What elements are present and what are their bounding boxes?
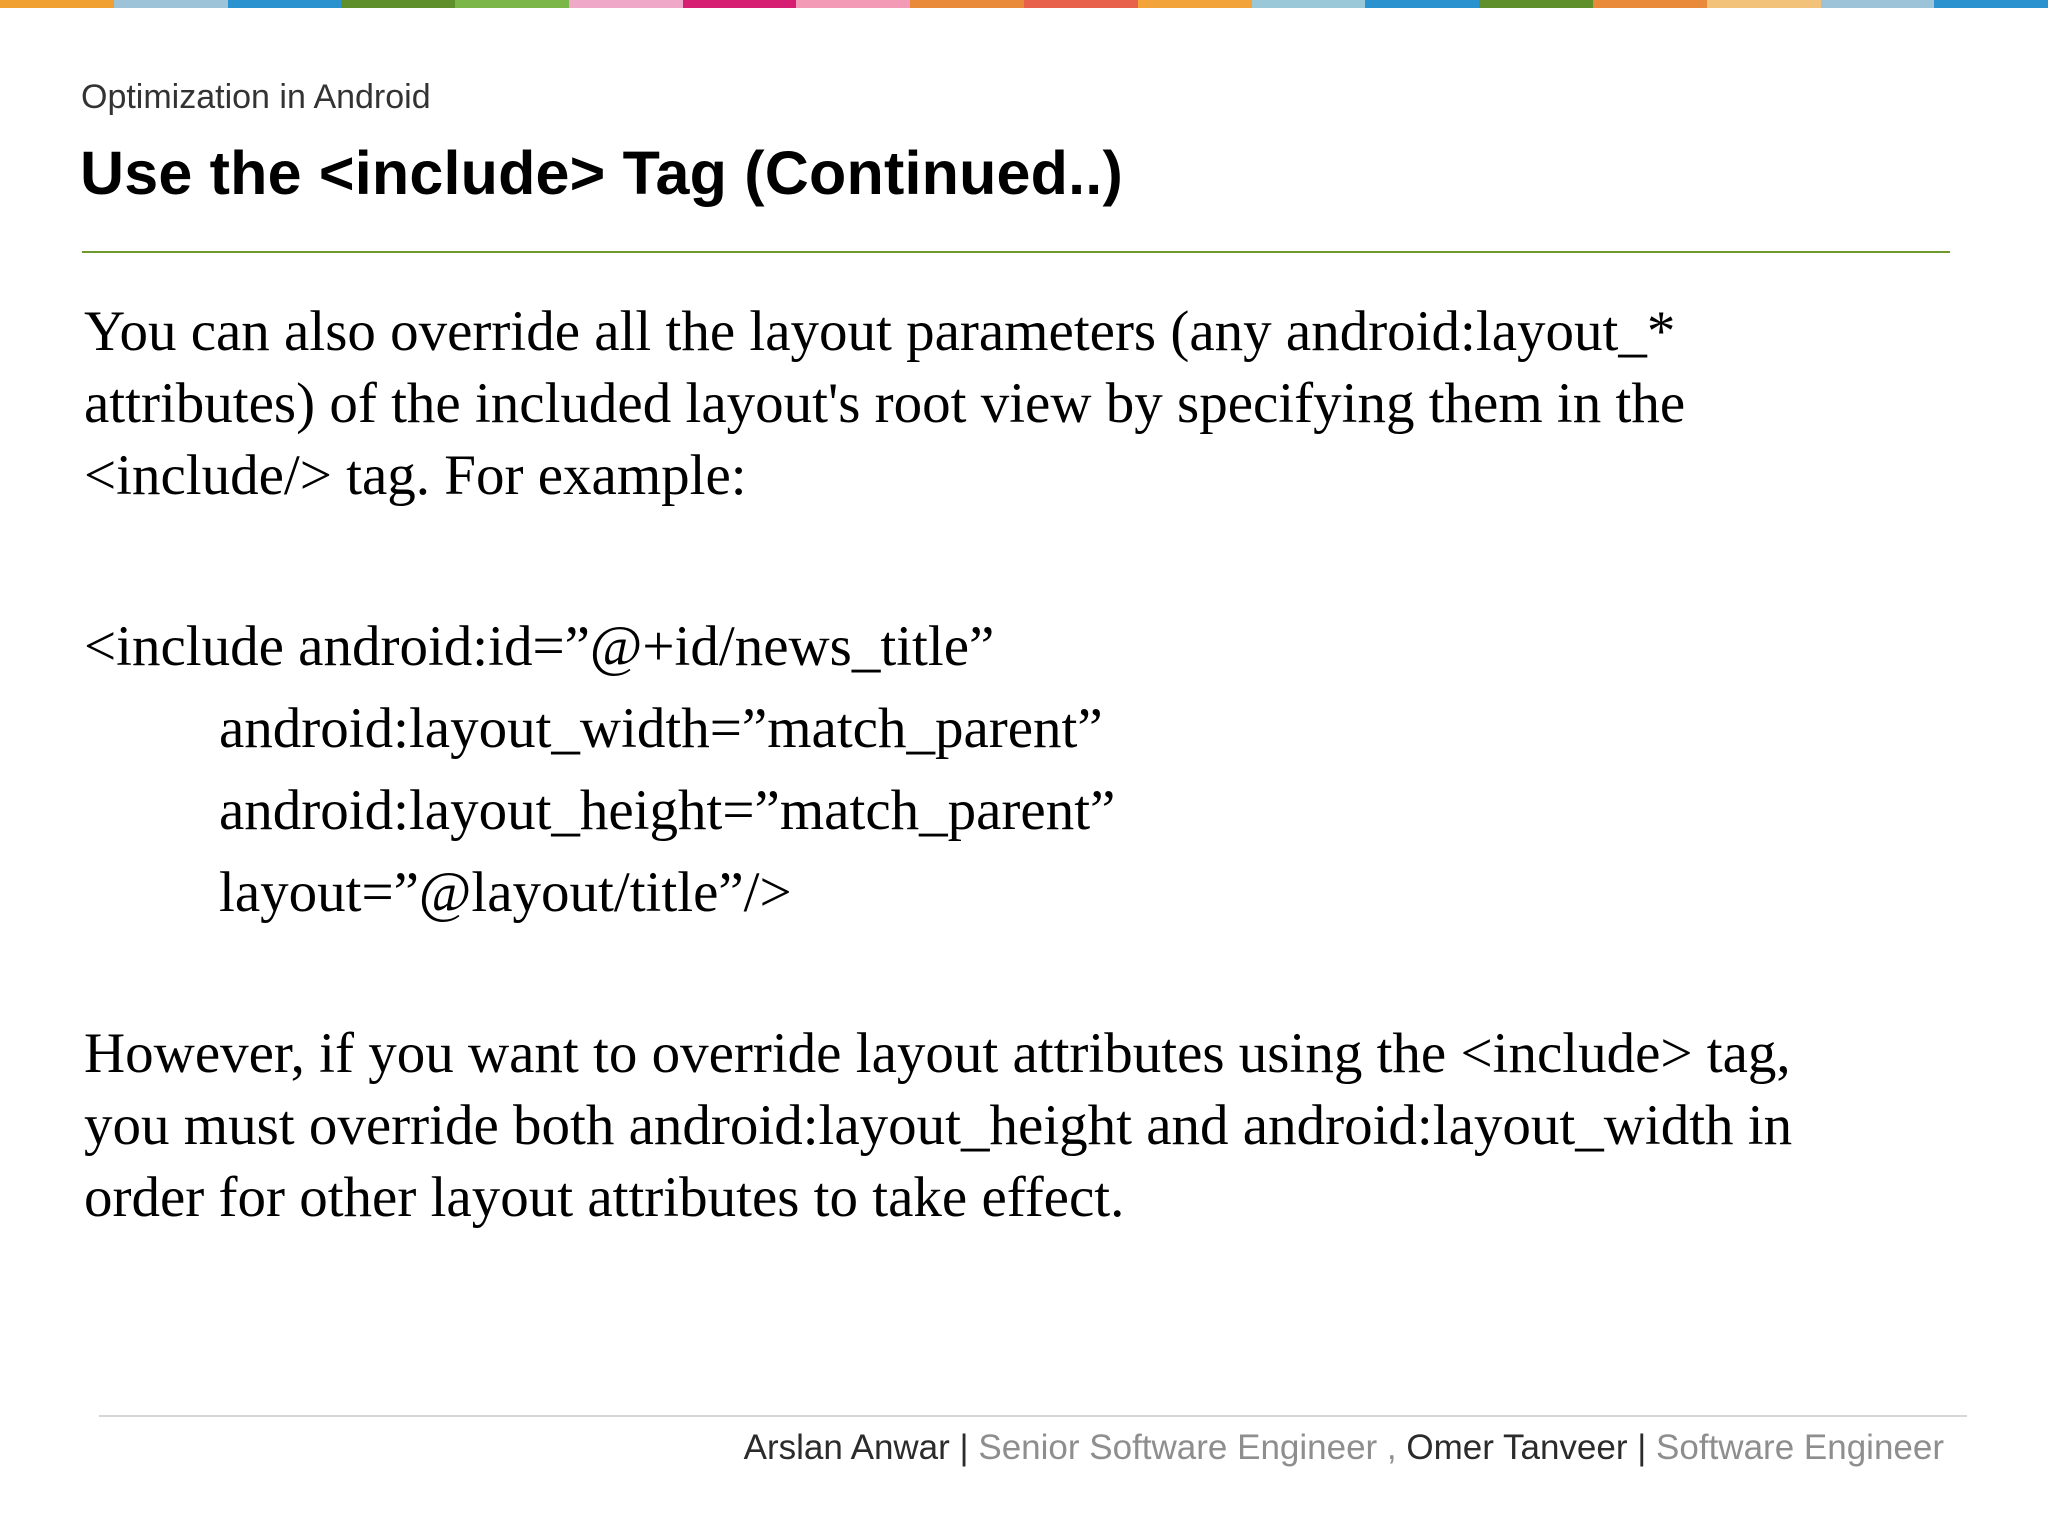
stripe-segment xyxy=(341,0,455,8)
paragraph-note xyxy=(84,1018,1944,1234)
stripe-segment xyxy=(1707,0,1821,8)
stripe-segment xyxy=(1138,0,1252,8)
stripe-segment xyxy=(796,0,910,8)
footer-credits xyxy=(744,1428,1944,1468)
stripe-segment xyxy=(683,0,797,8)
paragraph-line: You can also override all the layout parameters (any android:layout_* xyxy=(84,300,1676,363)
author-name: Omer Tanveer xyxy=(1406,1428,1628,1467)
stripe-segment xyxy=(1821,0,1935,8)
code-line: layout=”@layout/title”/> xyxy=(219,861,792,924)
footer-divider xyxy=(99,1415,1967,1417)
stripe-segment xyxy=(910,0,1024,8)
stripe-segment xyxy=(1365,0,1479,8)
author-name: Arslan Anwar xyxy=(743,1428,950,1467)
paragraph-line: <include/> tag. For example: xyxy=(84,444,747,507)
stripe-segment xyxy=(569,0,683,8)
title-divider xyxy=(82,251,1950,253)
section-kicker: Optimization in Android xyxy=(81,78,431,116)
stripe-segment xyxy=(1593,0,1707,8)
footer-comma: , xyxy=(1377,1428,1407,1467)
paragraph-line: you must override both android:layout_height and android:layout_width in xyxy=(84,1094,1793,1157)
code-line: android:layout_height=”match_parent” xyxy=(219,779,1116,842)
paragraph-intro xyxy=(84,296,1944,512)
top-color-stripe xyxy=(0,0,2048,8)
stripe-segment xyxy=(114,0,228,8)
stripe-segment xyxy=(0,0,114,8)
stripe-segment xyxy=(1252,0,1366,8)
paragraph-line: attributes) of the included layout's root view by specifying them in the xyxy=(84,372,1686,435)
author-role: Software Engineer xyxy=(1656,1428,1944,1467)
footer-separator: | xyxy=(1627,1428,1657,1467)
code-example xyxy=(84,606,1115,934)
stripe-segment xyxy=(1479,0,1593,8)
author-role: Senior Software Engineer xyxy=(978,1428,1378,1467)
code-line: android:layout_width=”match_parent” xyxy=(219,697,1103,760)
footer-separator: | xyxy=(949,1428,979,1467)
stripe-segment xyxy=(1024,0,1138,8)
stripe-segment xyxy=(1934,0,2048,8)
stripe-segment xyxy=(228,0,342,8)
paragraph-line: order for other layout attributes to take effect. xyxy=(84,1166,1125,1229)
stripe-segment xyxy=(455,0,569,8)
paragraph-line: However, if you want to override layout attributes using the <include> tag, xyxy=(84,1022,1791,1085)
slide-title: Use the <include> Tag (Continued..) xyxy=(80,139,1123,207)
code-line: <include android:id=”@+id/news_title” xyxy=(84,615,995,678)
